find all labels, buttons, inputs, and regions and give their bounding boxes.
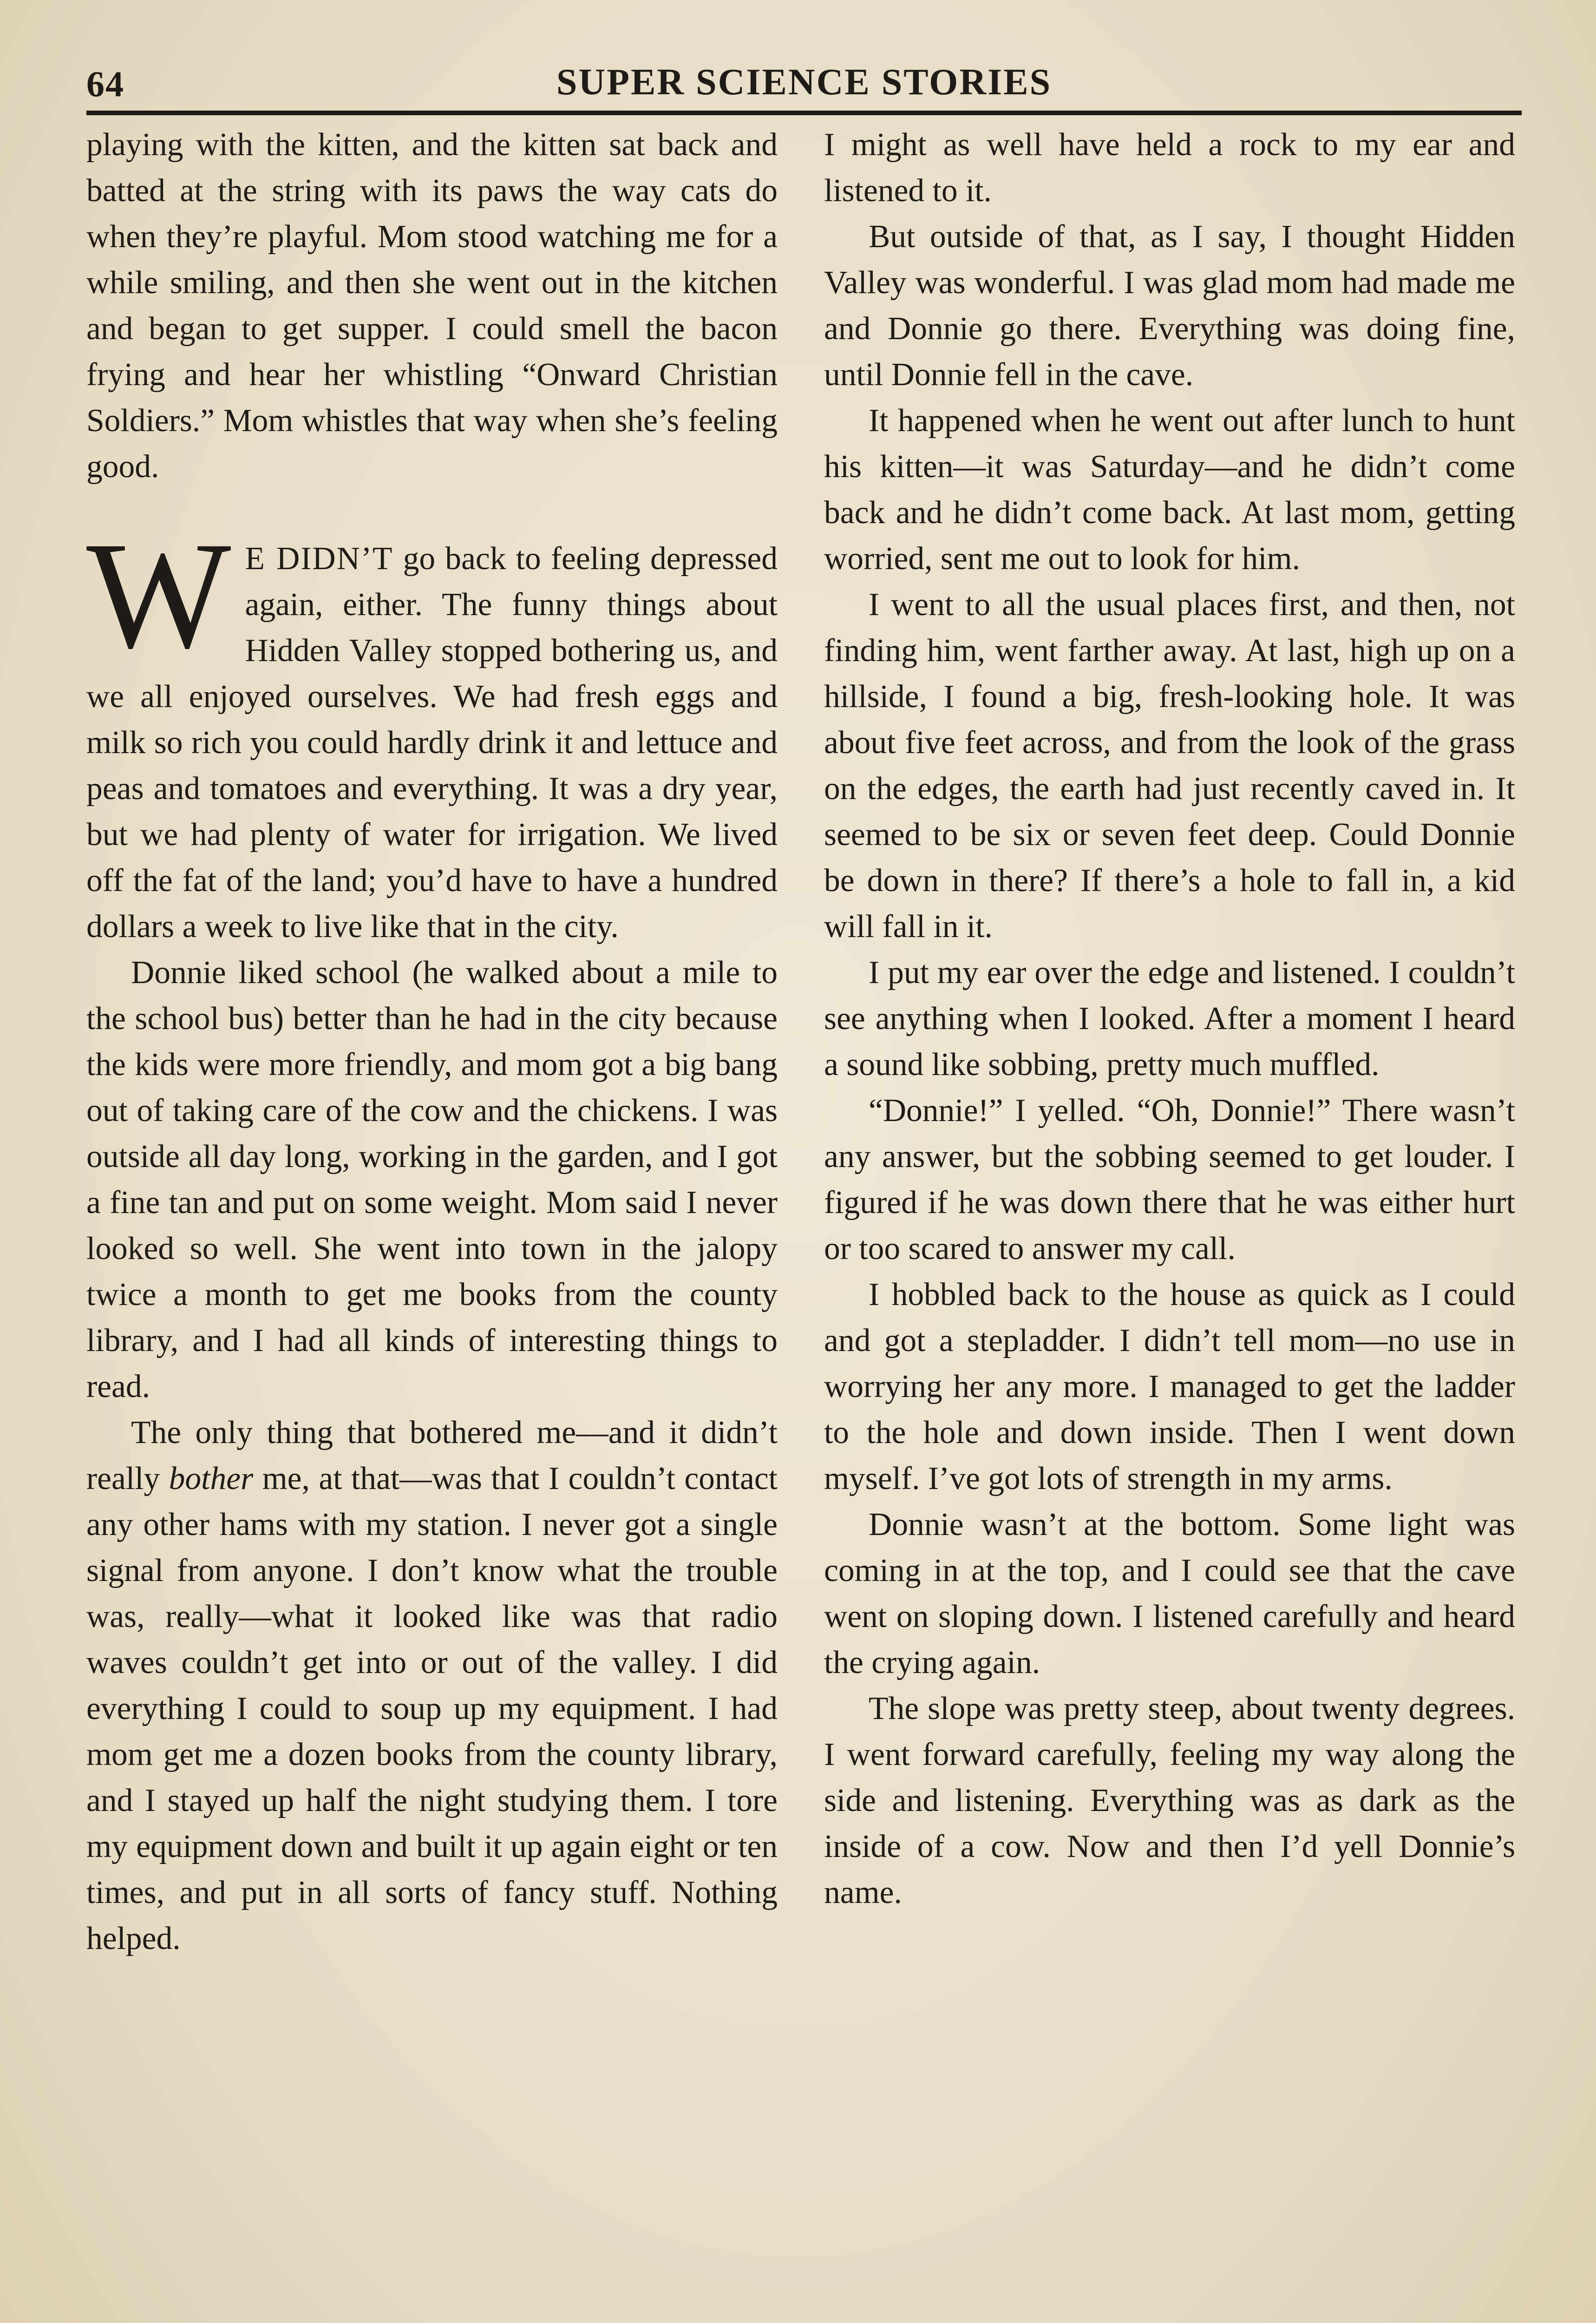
paragraph: Donnie wasn’t at the bottom. Some light was coming in at the top, and I could see that the cave went on sloping down. I listened carefully and heard the crying again.	[824, 1507, 1515, 1680]
page-number: 64	[86, 64, 124, 104]
emphasis-text: bother	[169, 1461, 254, 1496]
paragraph: I might as well have held a rock to my ear and listened to it.	[824, 127, 1515, 209]
paragraph-text: The only thing that bothered me—and it didn’t really	[86, 1415, 778, 1496]
right-column	[824, 122, 1515, 2315]
section-opening-paragraph	[86, 511, 778, 950]
paragraph: I hobbled back to the house as quick as I could and got a stepladder. I didn’t tell mom—no use in worrying her any more. I managed to get the ladder to the hole and down inside. Then I went down myself. I’ve got lots of strength in my arms.	[824, 1277, 1515, 1496]
header-rule	[86, 111, 1522, 115]
paragraph: But outside of that, as I say, I thought Hidden Valley was wonderful. I was glad mom had made me and Donnie go there. Everything was doing fine, until Donnie fell in the cave.	[824, 219, 1515, 393]
paragraph-text: me, at that—was that I couldn’t contact any other hams with my station. I never got a single signal from anyone. I don’t know what the trouble was, really—what it looked like was that radio waves couldn’t get into or out of the valley. I did everything I could to soup up my equipment. I had mom get me a dozen books from the county library, and I stayed up half the night studying them. I tore my equipment down and built it up again eight or ten times, and put in all sorts of fancy stuff. Nothing helped.	[86, 1461, 778, 1956]
left-column	[86, 122, 778, 2315]
paragraph: The slope was pretty steep, about twenty degrees. I went forward carefully, feeling my way along the side and listening. Everything was as dark as the inside of a cow. Now and then I’d yell Donnie’s name.	[824, 1691, 1515, 1910]
paragraph: It happened when he went out after lunch to hunt his kitten—it was Saturday—and he didn’t come back and he didn’t come back. At last mom, getting worried, sent me out to look for him.	[824, 403, 1515, 577]
paragraph: Donnie liked school (he walked about a mile to the school bus) better than he had in the city because the kids were more friendly, and mom got a big bang out of taking care of the cow and the chickens. I was outside all day long, working in the garden, and I got a fine tan and put on some weight. Mom said I never looked so well. She went into town in the jalopy twice a month to get me books from the county library, and I had all kinds of interesting things to read.	[86, 955, 778, 1404]
paragraph	[86, 1410, 778, 1962]
paragraph-text: go back to feeling depressed again, either. The funny things about Hidden Valley stopped bothering us, and we all enjoyed ourselves. We had fresh eggs and milk so rich you could hardly drink it and lettuce and peas and tomatoes and everything. It was a dry year, but we had plenty of water for irrigation. We lived off the fat of the land; you’d have to have a hundred dollars a week to live like that in the city.	[86, 541, 778, 945]
paragraph: “Donnie!” I yelled. “Oh, Donnie!” There wasn’t any answer, but the sobbing seemed to get louder. I figured if he was down there that he was either hurt or too scared to answer my call.	[824, 1093, 1515, 1266]
small-caps-lead: E DIDN’T	[245, 541, 393, 577]
paragraph: I went to all the usual places first, and then, not finding him, went farther away. At last, high up on a hillside, I found a big, fresh-looking hole. It was about five feet across, and from the look of the grass on the edges, the earth had just recently caved in. It seemed to be six or seven feet deep. Could Donnie be down in there? If there’s a hole to fall in, a kid will fall in it.	[824, 587, 1515, 945]
paragraph: I put my ear over the edge and listened. I couldn’t see anything when I looked. After a moment I heard a sound like sobbing, pretty much muffled.	[824, 955, 1515, 1083]
paragraph: playing with the kitten, and the kitten sat back and batted at the string with its paws the way cats do when they’re playful. Mom stood watching me for a while smiling, and then she went out in the kitchen and began to get supper. I could smell the bacon frying and hear her whistling “Onward Christian Soldiers.” Mom whistles that way when she’s feeling good.	[86, 127, 778, 485]
running-title: SUPER SCIENCE STORIES	[556, 62, 1052, 103]
drop-cap: W	[86, 511, 231, 680]
page-header	[86, 55, 1522, 111]
